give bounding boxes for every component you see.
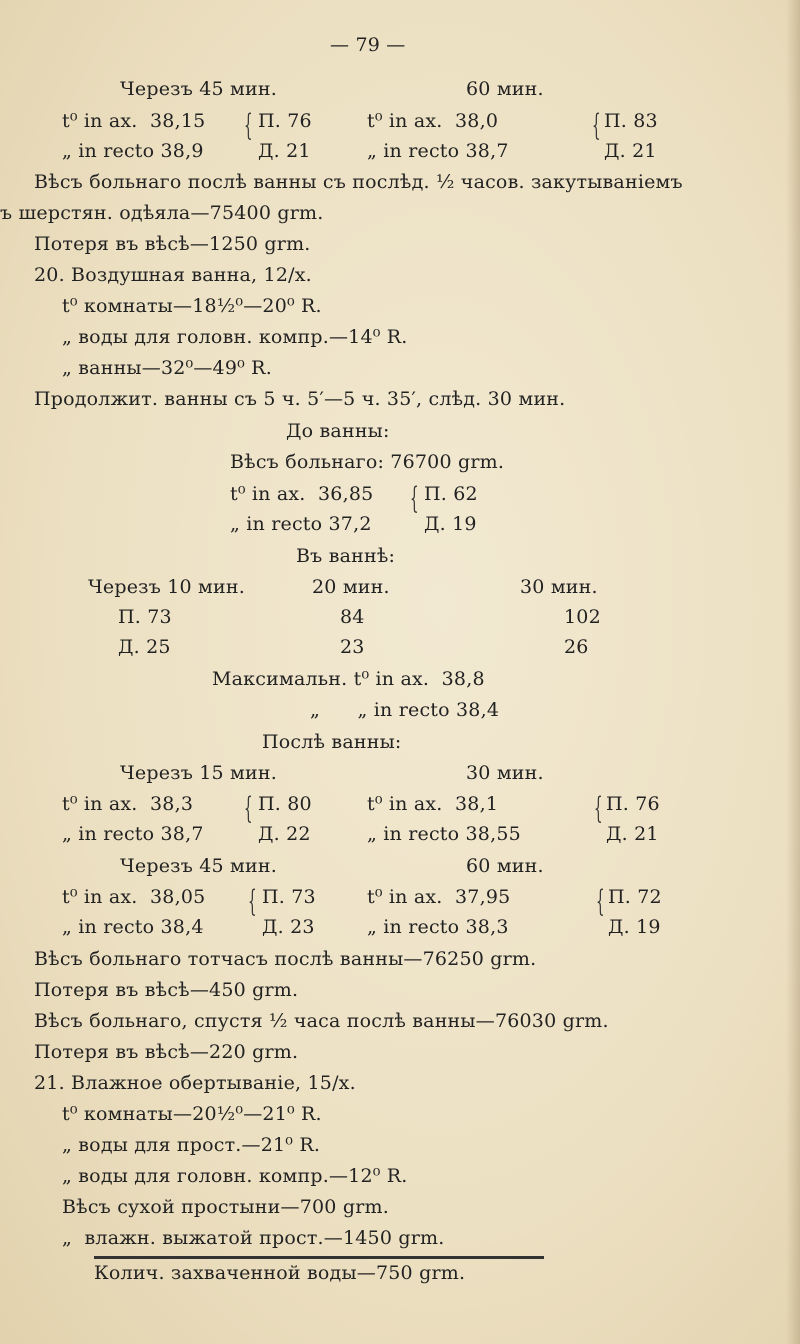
text-line: „ in recto 38,7	[62, 823, 204, 845]
brace-glyph: {	[596, 884, 605, 919]
text-line: 30 мин.	[520, 576, 598, 598]
text-line: П. 73	[262, 886, 316, 908]
text-line: t⁰ комнаты—20½⁰—21⁰ R.	[62, 1103, 322, 1125]
text-line: Д. 25	[118, 636, 171, 658]
text-line: Колич. захваченной воды—750 grm.	[94, 1262, 466, 1284]
text-line: t⁰ комнаты—18½⁰—20⁰ R.	[62, 295, 322, 317]
brace-glyph: {	[244, 108, 253, 143]
text-line: Д. 19	[424, 513, 477, 535]
text-line: Черезъ 45 мин.	[120, 855, 277, 877]
text-line: t⁰ in ах. 38,15	[62, 110, 206, 132]
text-line: 26	[564, 636, 589, 658]
text-line: П. 62	[424, 483, 478, 505]
text-line: Вѣсъ больнаго: 76700 grm.	[230, 451, 505, 473]
text-line: Черезъ 10 мин.	[88, 576, 245, 598]
brace-glyph: {	[248, 884, 257, 919]
text-line: Д. 21	[258, 140, 311, 162]
page-number: — 79 —	[330, 34, 406, 56]
text-line: 20 мин.	[312, 576, 390, 598]
text-line: 60 мин.	[466, 855, 544, 877]
text-line: Черезъ 45 мин.	[120, 78, 277, 100]
text-line: „ in recto 38,55	[367, 823, 521, 845]
text-line: „ ванны—32⁰—49⁰ R.	[62, 357, 272, 379]
text-line: Потеря въ вѣсѣ—450 grm.	[34, 979, 299, 1001]
text-line: 21. Влажное обертываніе, 15/х.	[34, 1072, 356, 1094]
text-line: t⁰ in ах. 37,95	[367, 886, 511, 908]
brace-glyph: {	[592, 108, 601, 143]
text-line: „ воды для головн. компр.—12⁰ R.	[62, 1165, 408, 1187]
text-line: 84	[340, 606, 365, 628]
brace-glyph: {	[410, 481, 419, 516]
text-line: Потеря въ вѣсѣ—220 grm.	[34, 1041, 299, 1063]
text-line: Д. 23	[262, 916, 315, 938]
text-line: П. 72	[608, 886, 662, 908]
brace-glyph: {	[594, 791, 603, 826]
text-line: Въ ваннѣ:	[296, 545, 396, 567]
text-line: ъ шерстян. одѣяла—75400 grm.	[0, 202, 324, 224]
text-line: Д. 21	[604, 140, 657, 162]
text-line: 102	[564, 606, 601, 628]
text-line: Максимальн. t⁰ in ах. 38,8	[212, 668, 485, 690]
text-line: 20. Воздушная ванна, 12/х.	[34, 264, 312, 286]
text-line: „ in recto 38,3	[367, 916, 509, 938]
text-line: П. 76	[606, 793, 660, 815]
text-line: Послѣ ванны:	[262, 731, 402, 753]
text-line: t⁰ in ах. 38,05	[62, 886, 206, 908]
text-line: До ванны:	[286, 420, 390, 442]
text-line: „ влажн. выжатой прост.—1450 grm.	[62, 1227, 445, 1249]
text-line: t⁰ in ах. 38,3	[62, 793, 194, 815]
text-line: „ воды для прост.—21⁰ R.	[62, 1134, 321, 1156]
text-line: 23	[340, 636, 365, 658]
text-line: П. 83	[604, 110, 658, 132]
text-line: П. 80	[258, 793, 312, 815]
text-line: „ in recto 38,7	[367, 140, 509, 162]
text-line: Вѣсъ больнаго послѣ ванны съ послѣд. ½ часов. закутываніемъ	[34, 171, 683, 193]
text-line: „ воды для головн. компр.—14⁰ R.	[62, 326, 408, 348]
text-line: „ in recto 38,4	[62, 916, 204, 938]
text-line: t⁰ in ах. 36,85	[230, 483, 374, 505]
text-line: Черезъ 15 мин.	[120, 762, 277, 784]
text-line: Вѣсъ больнаго тотчасъ послѣ ванны—76250 grm.	[34, 948, 537, 970]
text-line: Вѣсъ сухой простыни—700 grm.	[62, 1196, 389, 1218]
text-line: Д. 19	[608, 916, 661, 938]
text-line: „ „ in recto 38,4	[310, 699, 500, 721]
text-line: t⁰ in ах. 38,0	[367, 110, 499, 132]
text-line: П. 76	[258, 110, 312, 132]
text-line: 60 мин.	[466, 78, 544, 100]
text-line: П. 73	[118, 606, 172, 628]
text-line: Д. 22	[258, 823, 311, 845]
text-line: „ in recto 38,9	[62, 140, 204, 162]
brace-glyph: {	[244, 791, 253, 826]
text-line: t⁰ in ах. 38,1	[367, 793, 499, 815]
text-line: Д. 21	[606, 823, 659, 845]
text-line: Потеря въ вѣсѣ—1250 grm.	[34, 233, 311, 255]
text-line: „ in recto 37,2	[230, 513, 372, 535]
page-edge-shadow	[786, 0, 800, 1344]
text-line: 30 мин.	[466, 762, 544, 784]
horizontal-rule	[94, 1256, 544, 1259]
text-line: Продолжит. ванны съ 5 ч. 5′—5 ч. 35′, слѣд. 30 мин.	[34, 388, 566, 410]
text-line: Вѣсъ больнаго, спустя ½ часа послѣ ванны—76030 grm.	[34, 1010, 609, 1032]
